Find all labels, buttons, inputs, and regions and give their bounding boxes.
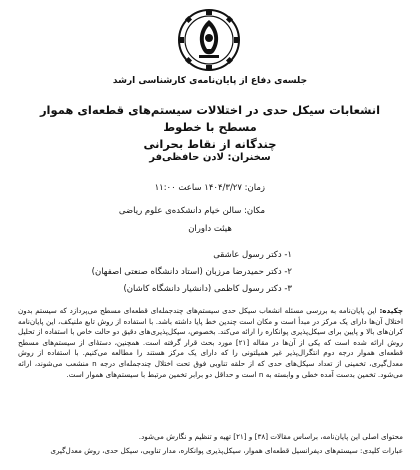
- event-type-line: جلسه‌ی دفاع از پایان‌نامه‌ی کارشناسی ارشد: [112, 76, 308, 86]
- committee-member: ۱- دکتر رسول عاشقی: [213, 250, 292, 260]
- committee-member: ۲- دکتر حمیدرضا مرزبان (استاد دانشگاه صنعتی اصفهان): [91, 267, 292, 277]
- thesis-title-line-2: چندگانه از نقاط بحرانی: [143, 137, 277, 151]
- session-place: مکان: سالن خیام دانشکده‌ی علوم ریاضی: [118, 206, 265, 216]
- university-seal-logo: [177, 8, 241, 72]
- speaker-name: سخنران: لادن حافظی‌فر: [149, 152, 271, 163]
- committee-heading: هیئت داوران: [188, 224, 232, 234]
- committee-member: ۳- دکتر رسول کاظمی (دانشیار دانشگاه کاشان): [123, 284, 292, 294]
- thesis-title: [28, 102, 392, 153]
- source-note: محتوای اصلی این پایان‌نامه، براساس مقالات [۳۸] و [۲۱] تهیه و تنظیم و نگارش می‌شود.: [138, 432, 403, 441]
- abstract-label: چکیده:: [379, 306, 404, 315]
- session-time: زمان: ۱۴۰۴/۳/۲۷ ساعت ۱۱:۰۰: [154, 183, 265, 193]
- abstract-body: این پایان‌نامه به بررسی مسئله انشعاب سیکل حدی سیستم‌های چندجمله‌ای قطعه‌ای مسطح می‌پردازد که سیستم بدون اختلال آن‌ها دارای یک مرکز در مبدأ است و مکان است چندین خط پایا داشته باشد. با استفاده از روش تابع ملنیکف، این پایان‌نامه کران‌های بالا و پایین برای سیکل‌پذیری پوانکاره را ارائه می‌کند. بخصوص، سیکل‌پذیری‌های دقیق دو حالت خاص با استفاده از تحلیل روش ارائه شده است که یکی از آن‌ها در مقاله [۲۱] مورد بحث قرار گرفته است. همچنین، دستهٔ‌ای از سیستم‌های مسطح قطعه‌ای هموار درجه دوم انتگرال‌پذیر غیر همیلتونی را که دارای یک مرکز هستند را مطالعه می‌کنیم. با استفاده از روش معدل‌گیری، تخمینی از تعداد سیکل‌های حدی که از حلقه تناوبی فوق تحت اختلال چندجمله‌ای درجه n منشعب می‌شوند، ارائه می‌شود. تخمین بدست آمده خطی و وابسته به n است و حداقل دو برابر تخمین مرتبط با سیستم‌های هموار است.: [18, 306, 403, 379]
- keywords: عبارات کلیدی: سیستم‌های دیفرانسیل قطعه‌ای هموار، سیکل‌پذیری پوانکاره، مدار تناوبی، سیکل حدی، روش معدل‌گیری: [50, 446, 403, 455]
- abstract: [18, 306, 403, 380]
- thesis-title-line-1: انشعابات سیکل حدی در اختلالات سیستم‌های قطعه‌ای هموار مسطح با خطوط: [39, 103, 381, 134]
